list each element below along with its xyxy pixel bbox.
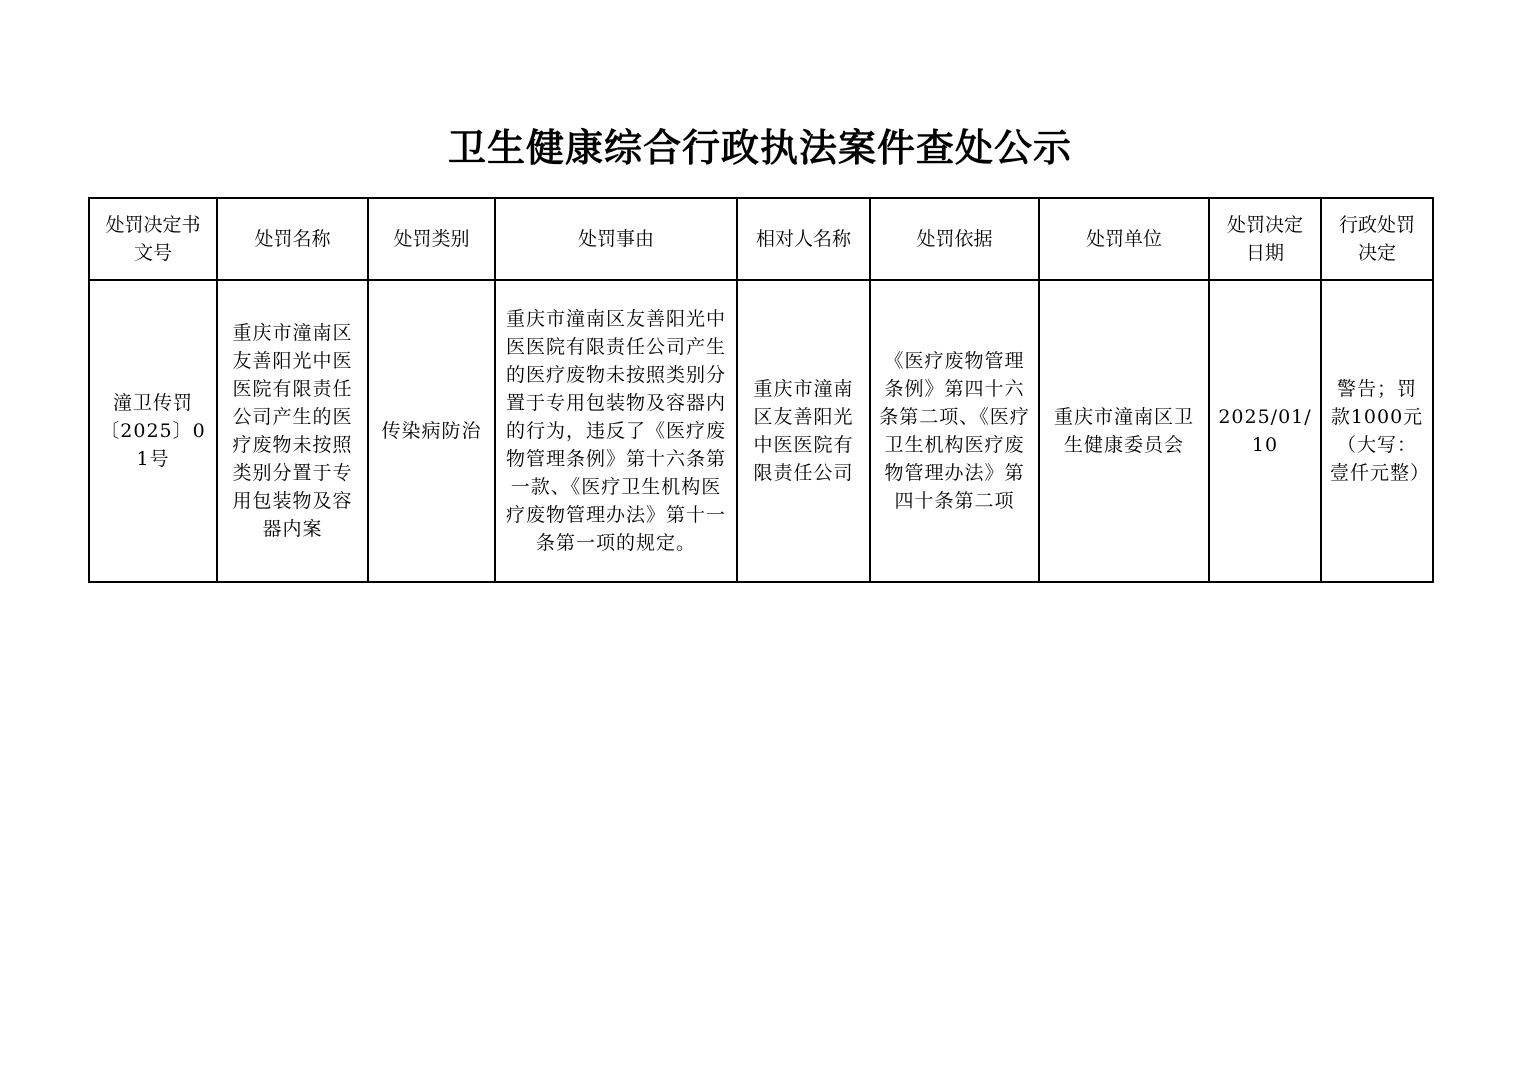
cell-decision: 警告；罚款1000元（大写：壹仟元整） <box>1321 280 1433 582</box>
header-date: 处罚决定日期 <box>1209 198 1321 280</box>
header-penalty-category: 处罚类别 <box>368 198 495 280</box>
header-decision-no: 处罚决定书文号 <box>89 198 217 280</box>
cell-reason: 重庆市潼南区友善阳光中医医院有限责任公司产生的医疗废物未按照类别分置于专用包装物及容器内的行为，违反了《医疗废物管理条例》第十六条第一款、《医疗卫生机构医疗废物管理办法》第十一条第一项的规定。 <box>495 280 737 582</box>
header-penalty-name: 处罚名称 <box>217 198 368 280</box>
cell-party-name: 重庆市潼南区友善阳光中医医院有限责任公司 <box>737 280 870 582</box>
header-basis: 处罚依据 <box>870 198 1039 280</box>
cell-basis: 《医疗废物管理条例》第四十六条第二项、《医疗卫生机构医疗废物管理办法》第四十条第二项 <box>870 280 1039 582</box>
penalty-notice-table <box>88 197 1434 583</box>
cell-date: 2025/01/10 <box>1209 280 1321 582</box>
table-row <box>89 280 1433 582</box>
header-party-name: 相对人名称 <box>737 198 870 280</box>
header-reason: 处罚事由 <box>495 198 737 280</box>
header-unit: 处罚单位 <box>1039 198 1209 280</box>
cell-decision-no: 潼卫传罚〔2025〕01号 <box>89 280 217 582</box>
page-title: 卫生健康综合行政执法案件查处公示 <box>447 125 1072 170</box>
cell-unit: 重庆市潼南区卫生健康委员会 <box>1039 280 1209 582</box>
cell-penalty-name: 重庆市潼南区友善阳光中医医院有限责任公司产生的医疗废物未按照类别分置于专用包装物及容器内案 <box>217 280 368 582</box>
cell-penalty-category: 传染病防治 <box>368 280 495 582</box>
header-decision: 行政处罚决定 <box>1321 198 1433 280</box>
table-header-row <box>89 198 1433 280</box>
